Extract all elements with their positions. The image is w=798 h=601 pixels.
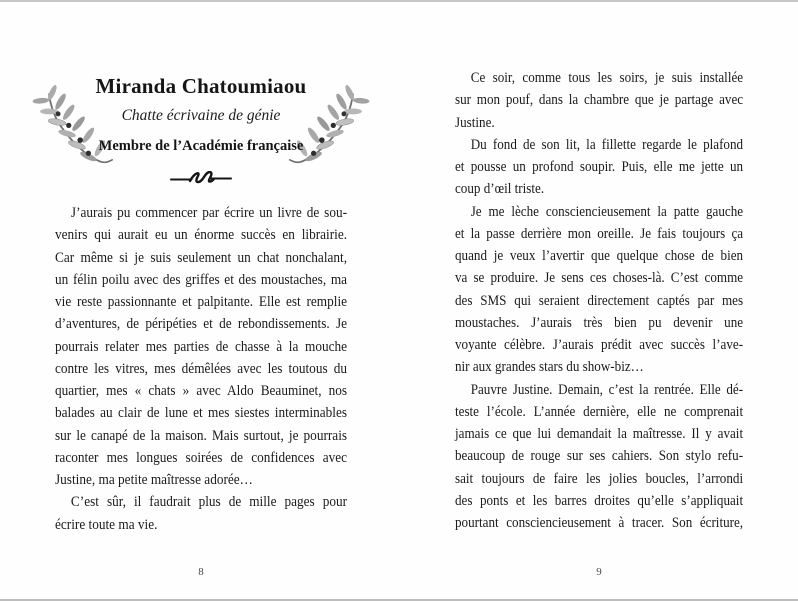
text-line: contre les vitres, mes démêlées avec les toutous du <box>55 360 348 377</box>
text-line: écrire toute ma vie. <box>55 516 158 533</box>
page-number-left: 8 <box>198 566 204 578</box>
text-line: Pauvre Justine. Demain, c’est la rentrée. Elle dé- <box>470 381 744 398</box>
text-line: Du fond de son lit, la fillette regarde le plafond <box>470 136 744 153</box>
author-subtitle: Chatte écrivaine de génie <box>121 107 281 124</box>
text-line: jamais ce que lui demandait la maîtresse. Il y avait <box>455 426 744 442</box>
text-line: venirs qui aurait eu un énorme succès en librairie. <box>55 227 348 244</box>
author-title: Miranda Chatoumiaou <box>95 74 307 98</box>
squiggle-divider-icon <box>170 171 232 186</box>
text-line: des SMS qui seraient directement captés par mes <box>455 292 744 309</box>
text-line: Car même si je suis seulement un chat nonchalant, <box>55 249 348 266</box>
text-line: Ce soir, comme tous les soirs, je suis installée <box>470 70 744 86</box>
right-page-text <box>455 67 743 534</box>
right-page <box>455 0 743 601</box>
text-line: des ponts et les barres droites qu’elle s’appliquait <box>455 492 744 509</box>
text-line: pourtant consciencieusement à tracer. Son écriture, <box>455 515 744 531</box>
text-line: Je me lèche consciencieusement la patte gauche <box>470 203 744 220</box>
text-line: va se produire. Je sens ces choses-là. C’est comme <box>455 270 744 287</box>
text-line: voyante célèbre. J’aurais prédit avec succès l’ave- <box>455 337 744 353</box>
page-number-right: 9 <box>596 566 602 578</box>
text-line: Justine, ma petite maîtresse adorée… <box>55 472 253 488</box>
text-line: sur le canapé de la maison. Mais surtout, je pourrais <box>55 427 348 444</box>
text-line: Justine. <box>455 114 495 131</box>
text-line: balades au clair de lune et mes siestes interminables <box>55 405 348 422</box>
text-line: et la passe derrière mon oreille. Je fais toujours ça <box>455 225 744 242</box>
left-page-text <box>55 202 347 536</box>
text-line: d’aventures, de péripéties et de rebondissements. Je <box>55 316 348 333</box>
text-line: vie reste passionnante et palpitante. Elle est remplie <box>55 294 348 310</box>
text-line: raconter mes longues soirées de confidences avec <box>55 449 348 466</box>
text-line: quand je veux l’avertir que quelque chose de bien <box>455 248 744 264</box>
left-page <box>55 0 347 601</box>
text-line: un félin poilu avec des griffes et des moustaches, ma <box>55 271 348 288</box>
text-line: J’aurais pu commencer par écrire un livre de sou- <box>70 205 348 221</box>
text-line: et pousse un profond soupir. Puis, elle me jette un <box>455 159 744 175</box>
text-line: pourrais relater mes parties de chasse à la mouche <box>55 338 348 355</box>
text-line: quartier, mes « chats » avec Aldo Beauminet, nos <box>55 383 348 399</box>
text-line: beaucoup de rouge sur ses cahiers. Son stylo refu- <box>455 448 744 465</box>
text-line: sait toujours de faire les jolies boucles, l’arrondi <box>455 470 744 487</box>
text-line: teste l’école. L’année dernière, elle ne comprenait <box>455 403 744 420</box>
author-affiliation: Membre de l’Académie française <box>98 138 304 154</box>
text-line: nir aux grandes stars du show-biz… <box>455 359 644 376</box>
text-line: coup d’œil triste. <box>455 181 545 198</box>
text-line: sur mon pouf, dans la chambre que je partage avec <box>455 92 744 109</box>
text-line: C’est sûr, il faudrait plus de mille pages pour <box>70 494 348 511</box>
text-line: moustaches. J’aurais très bien pu devenir une <box>455 314 744 331</box>
